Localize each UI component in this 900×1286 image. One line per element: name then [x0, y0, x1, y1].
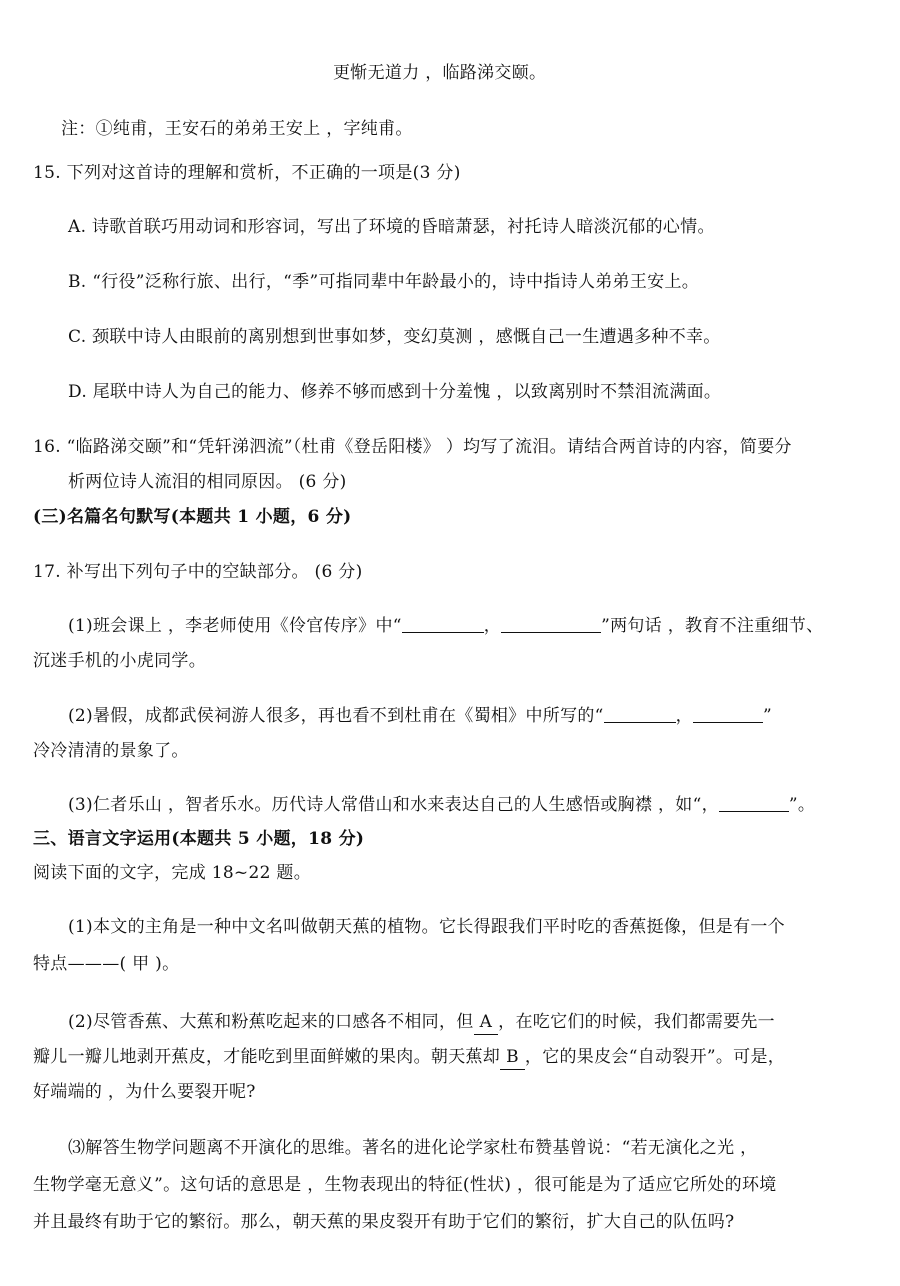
q17-item-1: [68, 614, 823, 638]
fill-blank[interactable]: [402, 614, 484, 633]
blank-a: A: [474, 1010, 499, 1035]
q17-item-3-text-b: ”。: [788, 795, 816, 815]
q15-option-b: B. “行役”泛称行旅、出行，“季”可指同辈中年龄最小的，诗中指诗人弟弟王安上。: [68, 272, 700, 292]
passage-p1-line-1: (1)本文的主角是一种中文名叫做朝天蕉的植物。它长得跟我们平时吃的香蕉挺像，但是有一个: [68, 917, 785, 937]
q17-item-2-line-2: 冷冷清清的景象了。: [33, 741, 189, 761]
q17-item-1-sep: ，: [483, 616, 502, 636]
q17-item-2-text-b: ”: [762, 706, 772, 726]
reading-intro: 阅读下面的文字，完成 18~22 题。: [33, 863, 312, 883]
q17-item-2-text-a: (2)暑假，成都武侯祠游人很多，再也看不到杜甫在《蜀相》中所写的“: [68, 706, 604, 726]
passage-p3-line-1: ⑶解答生物学问题离不开演化的思维。著名的进化论学家杜布赞基曾说：“若无演化之光 ，: [68, 1138, 758, 1158]
passage-p2-text-c: 瓣儿一瓣儿地剥开蕉皮，才能吃到里面鲜嫩的果肉。朝天蕉却: [33, 1047, 501, 1067]
q17-item-1-line-2: 沉迷手机的小虎同学。: [33, 651, 206, 671]
q17-item-3: [68, 793, 815, 817]
fill-blank[interactable]: [693, 704, 763, 723]
q15-stem: 15. 下列对这首诗的理解和赏析，不正确的一项是(3 分): [33, 163, 461, 183]
passage-p2-line-2: [33, 1045, 785, 1070]
fill-blank[interactable]: [719, 793, 789, 812]
passage-p2-text-d: ，它的果皮会“自动裂开”。可是，: [524, 1047, 786, 1067]
passage-p3-line-2: 生物学毫无意义”。这句话的意思是 ，生物表现出的特征(性状) ，很可能是为了适应它所处的环境: [33, 1175, 777, 1195]
q15-option-a: A. 诗歌首联巧用动词和形容词，写出了环境的昏暗萧瑟，衬托诗人暗淡沉郁的心情。: [68, 217, 715, 237]
q15-option-c: C. 颈联中诗人由眼前的离别想到世事如梦，变幻莫测 ，感慨自己一生遭遇多种不幸。: [68, 327, 721, 347]
fill-blank[interactable]: [501, 614, 601, 633]
passage-p2-text-b: ，在吃它们的时候，我们都需要先一: [498, 1012, 775, 1032]
passage-p2-text-a: (2)尽管香蕉、大蕉和粉蕉吃起来的口感各不相同，但: [68, 1012, 474, 1032]
part-3-heading: 三、语言文字运用(本题共 5 小题，18 分): [33, 829, 365, 849]
passage-p2-line-1: [68, 1010, 775, 1035]
q15-option-d: D. 尾联中诗人为自己的能力、修养不够而感到十分羞愧 ，以致离别时不禁泪流满面。: [68, 382, 722, 402]
q17-item-3-text-a: (3)仁者乐山 ，智者乐水。历代诗人常借山和水来表达自己的人生感悟或胸襟 ，如“，: [68, 795, 719, 815]
poem-last-line: 更惭无道力 ，临路涕交颐。: [333, 63, 547, 83]
q17-item-2: [68, 704, 772, 728]
q17-item-2-sep: ，: [675, 706, 693, 726]
q16-line-1: 16. “临路涕交颐”和“凭轩涕泗流”（杜甫《登岳阳楼》 ）均写了流泪。请结合两首诗的内容，简要分: [33, 437, 792, 457]
passage-p3-line-3: 并且最终有助于它的繁衍。那么，朝天蕉的果皮裂开有助于它们的繁衍，扩大自己的队伍吗?: [33, 1212, 735, 1232]
passage-p2-line-3: 好端端的 ，为什么要裂开呢?: [33, 1082, 256, 1102]
q17-stem: 17. 补写出下列句子中的空缺部分。 (6 分): [33, 562, 363, 582]
q17-item-1-text-a: (1)班会课上 ，李老师使用《伶官传序》中“: [68, 616, 402, 636]
section-3-heading: (三)名篇名句默写(本题共 1 小题，6 分): [33, 507, 352, 527]
fill-blank[interactable]: [604, 704, 676, 723]
q16-line-2: 析两位诗人流泪的相同原因。 (6 分): [68, 472, 347, 492]
poem-note: 注：①纯甫，王安石的弟弟王安上 ，字纯甫。: [61, 119, 413, 139]
blank-b: B: [500, 1045, 525, 1070]
passage-p1-line-2: 特点———( 甲 )。: [33, 954, 180, 974]
q17-item-1-text-b: ”两句话 ，教育不注重细节、: [601, 616, 824, 636]
